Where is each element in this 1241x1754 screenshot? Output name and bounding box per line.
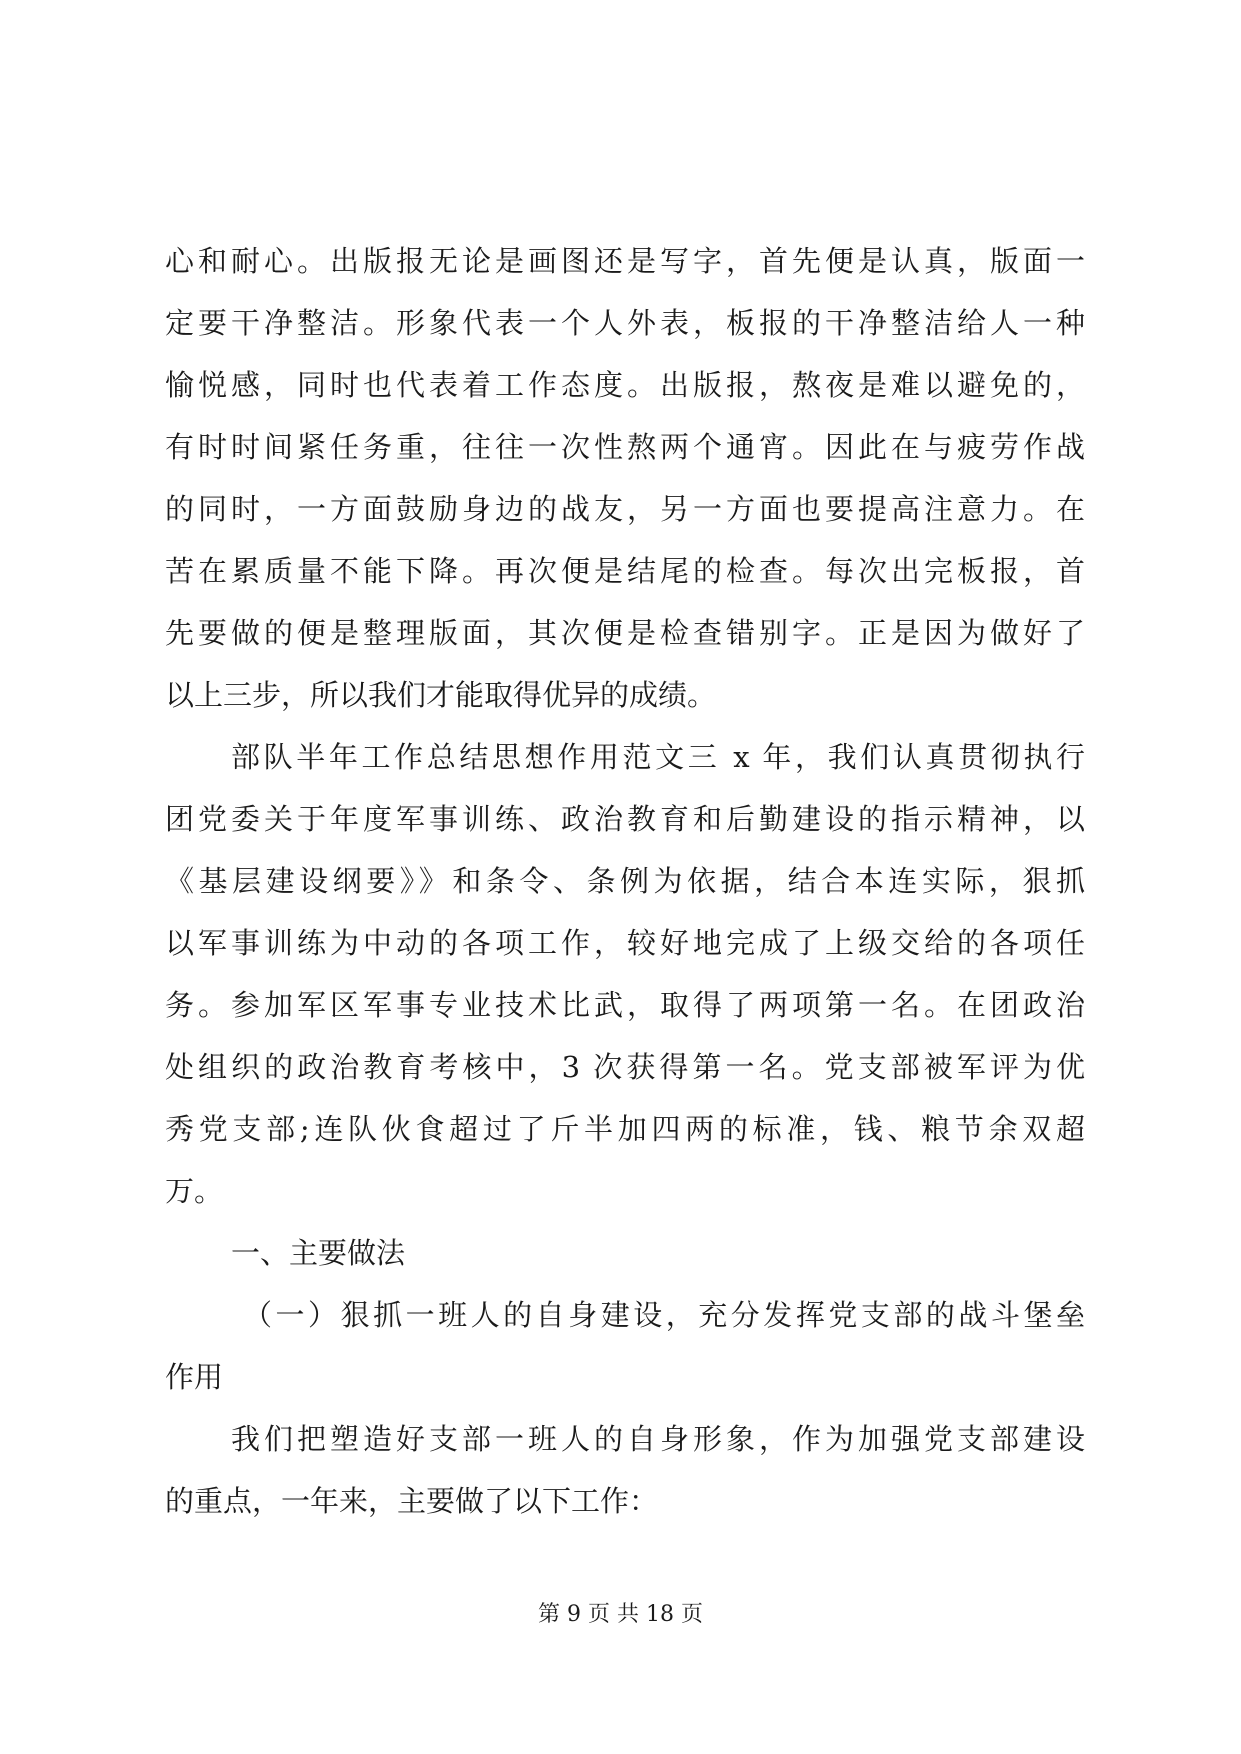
text-line: 心和耐心。出版报无论是画图还是写字，首先便是认真，版面一 (165, 244, 1085, 278)
text-line: 有时时间紧任务重，往往一次性熬两个通宵。因此在与疲劳作战 (165, 430, 1085, 464)
text-line: 的同时，一方面鼓励身边的战友，另一方面也要提高注意力。在 (165, 492, 1085, 526)
text-line: 定要干净整洁。形象代表一个人外表，板报的干净整洁给人一种 (165, 306, 1085, 340)
text-line: 以军事训练为中动的各项工作，较好地完成了上级交给的各项任 (165, 926, 1085, 960)
text-line: 处组织的政治教育考核中，3 次获得第一名。党支部被军评为优 (165, 1050, 1085, 1084)
text-line: 先要做的便是整理版面，其次便是检查错别字。正是因为做好了 (165, 616, 1085, 650)
text-line: 愉悦感，同时也代表着工作态度。出版报，熬夜是难以避免的， (165, 368, 1085, 402)
text-line: 的重点，一年来，主要做了以下工作： (165, 1484, 659, 1518)
text-line: 团党委关于年度军事训练、政治教育和后勤建设的指示精神，以 (165, 802, 1085, 836)
text-line: 务。参加军区军事专业技术比武，取得了两项第一名。在团政治 (165, 988, 1085, 1022)
text-line: 部队半年工作总结思想作用范文三 x 年，我们认真贯彻执行 (231, 740, 1085, 774)
text-line: 以上三步，所以我们才能取得优异的成绩。 (165, 678, 717, 712)
body-text (165, 230, 1085, 1532)
subsection-heading: （一）狠抓一班人的自身建设，充分发挥党支部的战斗堡垒 (243, 1298, 1085, 1332)
text-line: 《基层建设纲要》》和条令、条例为依据，结合本连实际，狠抓 (165, 864, 1085, 898)
text-line: 秀党支部;连队伙食超过了斤半加四两的标准，钱、粮节余双超 (165, 1112, 1085, 1146)
text-line: 万。 (165, 1174, 224, 1208)
text-line: 作用 (165, 1360, 224, 1394)
text-line: 我们把塑造好支部一班人的自身形象，作为加强党支部建设 (231, 1422, 1085, 1456)
section-heading: 一、主要做法 (231, 1236, 406, 1270)
page-number-footer: 第 9 页 共 18 页 (538, 1602, 703, 1627)
text-line: 苦在累质量不能下降。再次便是结尾的检查。每次出完板报，首 (165, 554, 1085, 588)
